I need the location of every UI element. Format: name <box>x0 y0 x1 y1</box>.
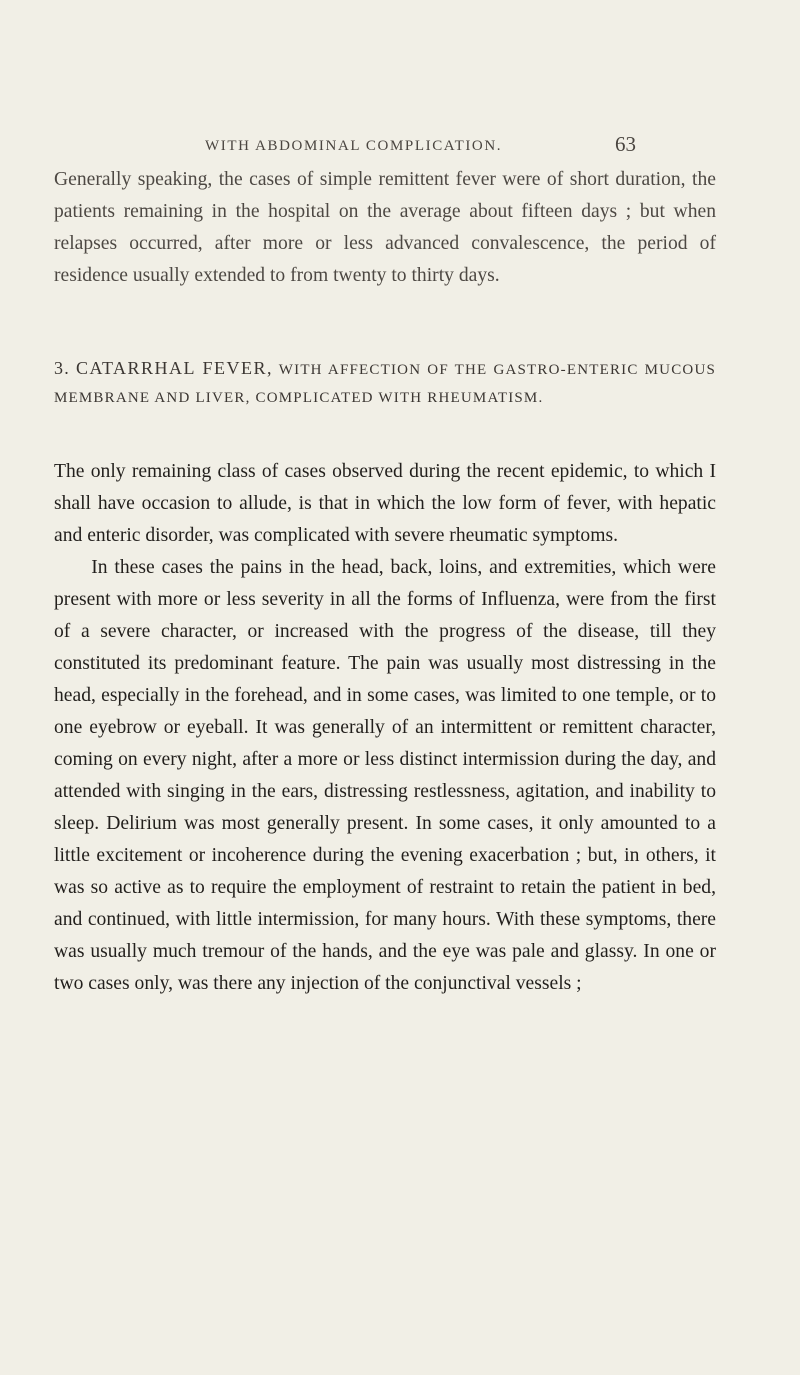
page-number: 63 <box>615 132 636 156</box>
paragraph: In these cases the pains in the head, back, loins, and extremities, which were present with more or less severity in all the forms of Influenza, were from the first of a severe character, or increased with the progress of the disease, till they constituted its predominant feature. The pain was usually most distressing in the head, especially in the forehead, and in some cases, was limited to one temple, or to one eyebrow or eyeball. It was generally of an intermittent or remittent character, coming on every night, after a more or less distinct intermission during the day, and attended with singing in the ears, distressing restlessness, agitation, and inability to sleep. Delirium was most generally present. In some cases, it only amounted to a little excitement or incoherence during the evening exacerbation ; but, in others, it was so active as to require the employment of restraint to retain the patient in bed, and continued, with little intermission, for many hours. With these symptoms, there was usually much tremour of the hands, and the eye was pale and glassy. In one or two cases only, was there any injection of the conjunctival vessels ; <box>54 557 716 994</box>
paragraph: Generally speaking, the cases of simple remittent fever were of short duration, the patients remaining in the hospital on the average about fifteen days ; but when relapses occurred, after more or less advanced convalescence, the period of residence usually extended to from twenty to thirty days. <box>54 169 716 286</box>
section-number: 3. <box>54 358 70 378</box>
running-head: WITH ABDOMINAL COMPLICATION. <box>205 138 503 154</box>
section-title-lead: CATARRHAL FEVER, <box>75 358 273 378</box>
section-heading <box>54 354 716 412</box>
section-body <box>54 456 716 1000</box>
section-title-rest: WITH AFFECTION OF THE GASTRO-ENTERIC MUCOUS MEMBRANE AND LIVER, COMPLICATED WITH RHEUMATISM. <box>54 362 717 406</box>
intro-paragraph-block <box>54 164 716 292</box>
paragraph: The only remaining class of cases observed during the recent epidemic, to which I shall have occasion to allude, is that in which the low form of fever, with hepatic and enteric disorder, was complicated with severe rheumatic symptoms. <box>54 461 716 546</box>
